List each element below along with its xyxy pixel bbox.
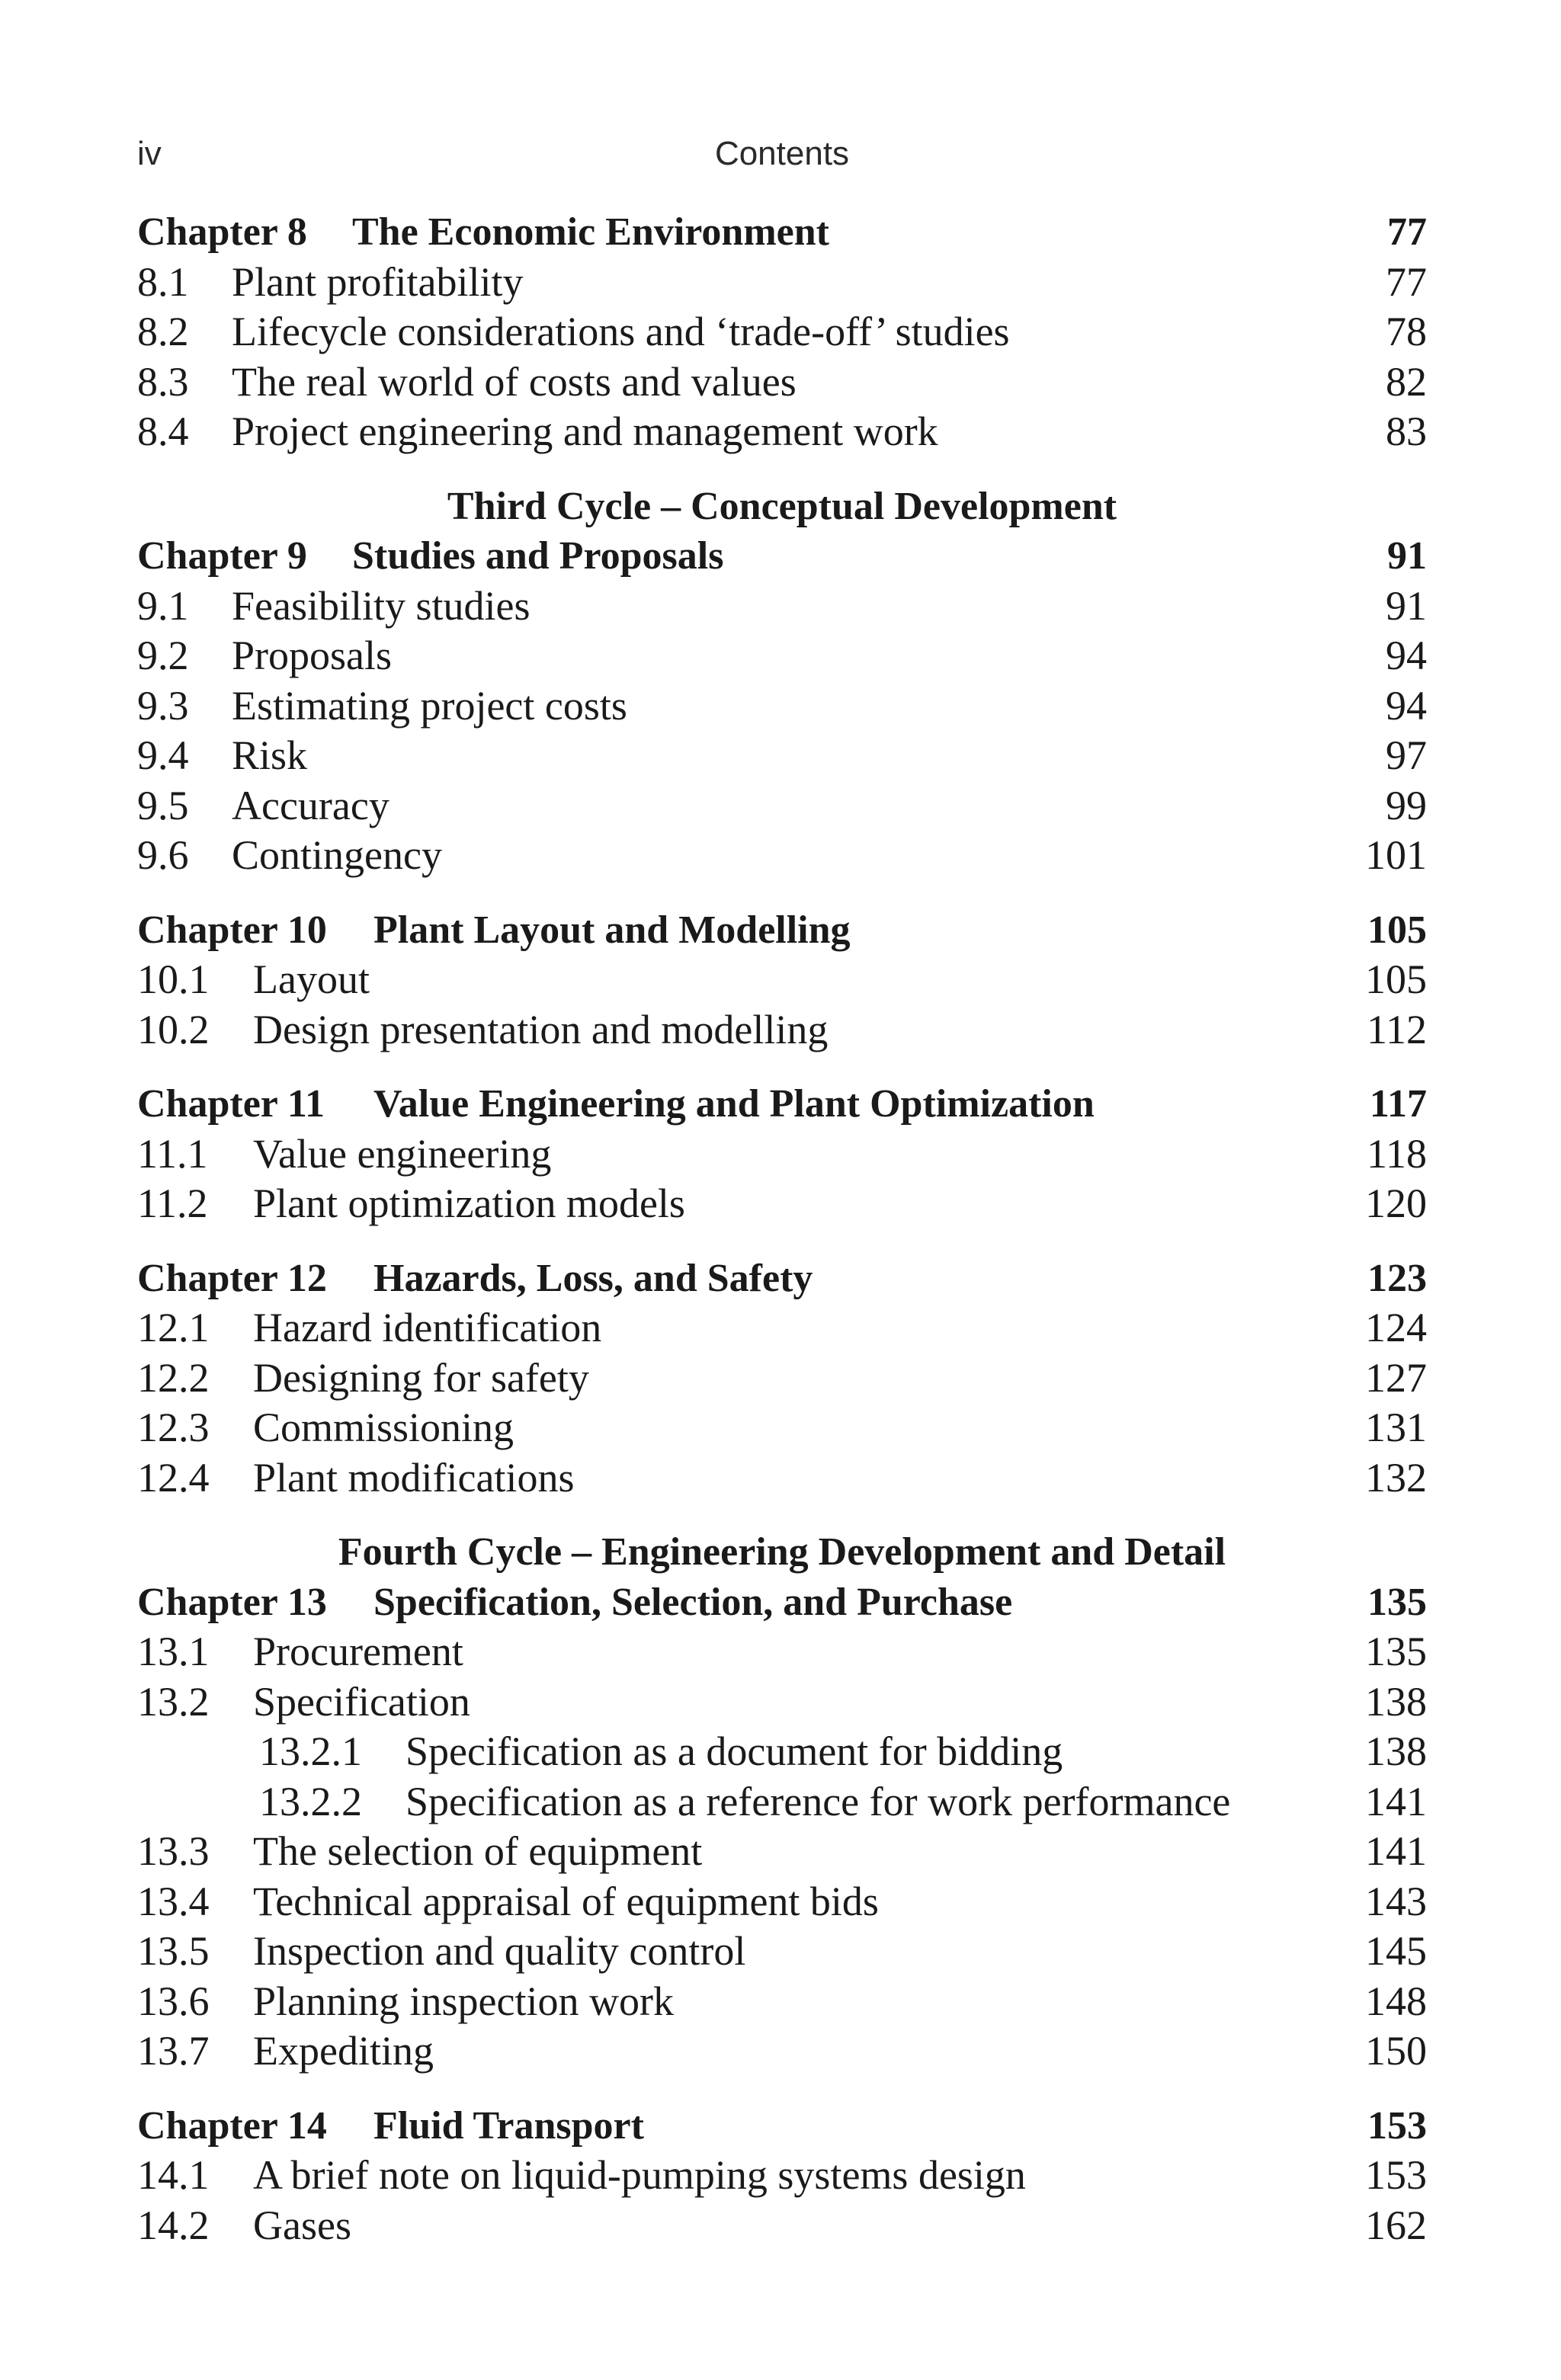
section-number: 12.2 [137, 1354, 210, 1401]
toc-cycle-heading [137, 482, 1427, 532]
page-number: 78 [1386, 309, 1427, 354]
section-number: 12.1 [137, 1305, 210, 1350]
toc-section-entry [137, 581, 1427, 632]
toc-section-entry [137, 781, 1427, 831]
section-number: 8.2 [137, 309, 189, 354]
page-number: 127 [1365, 1354, 1427, 1401]
section-title: Hazard identification [253, 1305, 602, 1350]
cycle-title: Fourth Cycle – Engineering Development and Detail [338, 1530, 1226, 1574]
toc-section-entry [137, 831, 1427, 881]
toc-chapter-entry [137, 905, 1427, 956]
section-title: Expediting [253, 2028, 434, 2074]
section-title: Specification [253, 1678, 470, 1725]
page-number: 118 [1367, 1130, 1427, 1177]
section-number: 13.7 [137, 2028, 210, 2074]
section-title: Proposals [232, 633, 393, 678]
chapter-title: Fluid Transport [373, 2103, 644, 2148]
running-head [137, 133, 1427, 175]
toc-section-entry [137, 307, 1427, 357]
section-number: 13.3 [137, 1828, 210, 1874]
toc-section-entry [137, 1677, 1427, 1728]
toc-section-entry [137, 1827, 1427, 1877]
section-number: 12.4 [137, 1454, 210, 1501]
page-number: 150 [1365, 2028, 1427, 2074]
chapter-title: Hazards, Loss, and Safety [373, 1256, 813, 1300]
toc-chapter-entry [137, 531, 1427, 581]
page-number: 77 [1387, 210, 1427, 254]
section-number: 9.4 [137, 732, 189, 778]
page-number: 131 [1365, 1405, 1427, 1450]
page-number: 132 [1365, 1454, 1427, 1501]
toc-section-entry [137, 631, 1427, 681]
toc-spacer [137, 457, 1427, 482]
running-title: Contents [714, 135, 850, 172]
page-number: 141 [1365, 1778, 1427, 1824]
toc-spacer [137, 881, 1427, 905]
section-number: 8.4 [137, 408, 189, 454]
section-number: 9.5 [137, 782, 189, 828]
section-title: Specification as a document for bidding [405, 1728, 1063, 1774]
section-title: Accuracy [232, 782, 389, 828]
section-title: Lifecycle considerations and ‘trade-off’ studies [232, 309, 1010, 354]
toc-section-entry [137, 2026, 1427, 2077]
toc-section-entry [137, 1303, 1427, 1353]
section-title: Risk [232, 732, 308, 778]
section-title: Commissioning [253, 1405, 514, 1450]
page-folio: iv [137, 135, 162, 172]
page-number: 112 [1367, 1006, 1427, 1052]
page-number: 138 [1365, 1728, 1427, 1774]
section-number: 9.1 [137, 582, 189, 629]
toc-section-entry [137, 955, 1427, 1005]
toc-section-entry [137, 1453, 1427, 1504]
section-number: 8.3 [137, 358, 189, 405]
page-number: 94 [1386, 682, 1427, 729]
toc-section-entry [137, 1129, 1427, 1180]
chapter-number: Chapter 9 [137, 534, 307, 578]
section-title: Planning inspection work [253, 1978, 674, 2024]
section-title: Estimating project costs [232, 682, 627, 729]
section-title: Contingency [232, 832, 442, 878]
chapter-number: Chapter 11 [137, 1082, 325, 1126]
toc-section-entry [137, 2201, 1427, 2251]
page-number: 83 [1386, 408, 1427, 454]
page-number: 82 [1386, 358, 1427, 405]
page-number: 162 [1365, 2202, 1427, 2248]
page-number: 123 [1367, 1256, 1427, 1300]
toc-section-entry [137, 1005, 1427, 1055]
chapter-number: Chapter 10 [137, 908, 327, 952]
page-number: 101 [1365, 832, 1427, 878]
page-number: 94 [1386, 633, 1427, 678]
section-number: 11.2 [137, 1180, 208, 1226]
page-number: 105 [1367, 908, 1427, 952]
toc-section-entry [137, 1877, 1427, 1927]
chapter-title: Studies and Proposals [352, 534, 724, 578]
page-number: 138 [1365, 1678, 1427, 1725]
section-number: 10.2 [137, 1006, 210, 1052]
toc-section-entry [137, 681, 1427, 732]
toc-section-entry [137, 2151, 1427, 2201]
section-title: The real world of costs and values [232, 358, 797, 405]
toc-spacer [137, 2077, 1427, 2101]
section-title: Designing for safety [253, 1354, 589, 1401]
section-title: A brief note on liquid-pumping systems design [253, 2152, 1026, 2198]
chapter-title: Plant Layout and Modelling [373, 908, 851, 952]
section-number: 8.1 [137, 258, 189, 305]
page-number: 143 [1365, 1878, 1427, 1924]
chapter-number: Chapter 13 [137, 1580, 327, 1624]
toc-spacer [137, 1503, 1427, 1527]
toc-section-entry [137, 357, 1427, 408]
chapter-title: The Economic Environment [352, 210, 829, 254]
page-number: 153 [1367, 2103, 1427, 2148]
toc-cycle-heading [137, 1527, 1427, 1578]
page-number: 77 [1386, 258, 1427, 305]
section-title: The selection of equipment [253, 1828, 703, 1874]
page-number: 91 [1387, 534, 1427, 578]
section-number: 13.1 [137, 1629, 210, 1674]
toc-chapter-entry [137, 2101, 1427, 2151]
section-title: Feasibility studies [232, 582, 530, 629]
toc-section-entry [137, 1179, 1427, 1229]
section-number: 13.4 [137, 1878, 210, 1924]
toc-section-entry [137, 407, 1427, 457]
toc-section-entry [137, 1403, 1427, 1453]
section-title: Value engineering [253, 1130, 552, 1177]
toc-spacer [137, 1229, 1427, 1254]
toc-section-entry [137, 1777, 1427, 1827]
section-title: Inspection and quality control [253, 1928, 746, 1974]
section-number: 9.2 [137, 633, 189, 678]
toc-section-entry [137, 731, 1427, 781]
page-number: 97 [1386, 732, 1427, 778]
page-number: 141 [1365, 1828, 1427, 1874]
section-title: Specification as a reference for work performance [405, 1778, 1231, 1824]
page-number: 120 [1365, 1180, 1427, 1226]
page-number: 124 [1365, 1305, 1427, 1350]
toc-section-entry [137, 1627, 1427, 1677]
toc-spacer [137, 1055, 1427, 1079]
section-number: 13.2 [137, 1678, 210, 1725]
page-number: 135 [1365, 1629, 1427, 1674]
page-number: 105 [1365, 956, 1427, 1002]
toc-chapter-entry [137, 1079, 1427, 1129]
toc-section-entry [137, 1727, 1427, 1777]
section-number: 13.2.1 [259, 1728, 362, 1774]
section-title: Procurement [253, 1629, 463, 1674]
chapter-title: Value Engineering and Plant Optimization [373, 1082, 1095, 1126]
page-number: 148 [1365, 1978, 1427, 2024]
page-number: 99 [1386, 782, 1427, 828]
toc-section-entry [137, 1977, 1427, 2027]
toc-section-entry [137, 1353, 1427, 1404]
section-number: 14.1 [137, 2152, 210, 2198]
section-number: 9.6 [137, 832, 189, 878]
chapter-number: Chapter 12 [137, 1256, 327, 1300]
page-number: 117 [1369, 1082, 1427, 1126]
section-title: Design presentation and modelling [253, 1006, 829, 1052]
section-number: 14.2 [137, 2202, 210, 2248]
cycle-title: Third Cycle – Conceptual Development [447, 484, 1117, 528]
page-number: 153 [1365, 2152, 1427, 2198]
section-title: Gases [253, 2202, 351, 2248]
section-number: 13.2.2 [259, 1778, 362, 1824]
toc-chapter-entry [137, 207, 1427, 258]
chapter-title: Specification, Selection, and Purchase [373, 1580, 1013, 1624]
chapter-number: Chapter 8 [137, 210, 307, 254]
toc-chapter-entry [137, 1254, 1427, 1304]
section-number: 13.6 [137, 1978, 210, 2024]
section-number: 9.3 [137, 682, 189, 729]
section-number: 11.1 [137, 1130, 208, 1177]
section-number: 13.5 [137, 1928, 210, 1974]
chapter-number: Chapter 14 [137, 2103, 327, 2148]
toc-section-entry [137, 1927, 1427, 1977]
section-number: 10.1 [137, 956, 210, 1002]
section-title: Plant modifications [253, 1454, 575, 1501]
section-title: Project engineering and management work [232, 408, 938, 454]
section-title: Technical appraisal of equipment bids [253, 1878, 879, 1924]
section-title: Plant optimization models [253, 1180, 685, 1226]
toc-chapter-entry [137, 1578, 1427, 1628]
table-of-contents [137, 207, 1427, 2250]
toc-section-entry [137, 258, 1427, 308]
section-title: Plant profitability [232, 258, 524, 305]
section-number: 12.3 [137, 1405, 210, 1450]
page-number: 135 [1367, 1580, 1427, 1624]
section-title: Layout [253, 956, 370, 1002]
page-number: 91 [1386, 582, 1427, 629]
page-number: 145 [1365, 1928, 1427, 1974]
